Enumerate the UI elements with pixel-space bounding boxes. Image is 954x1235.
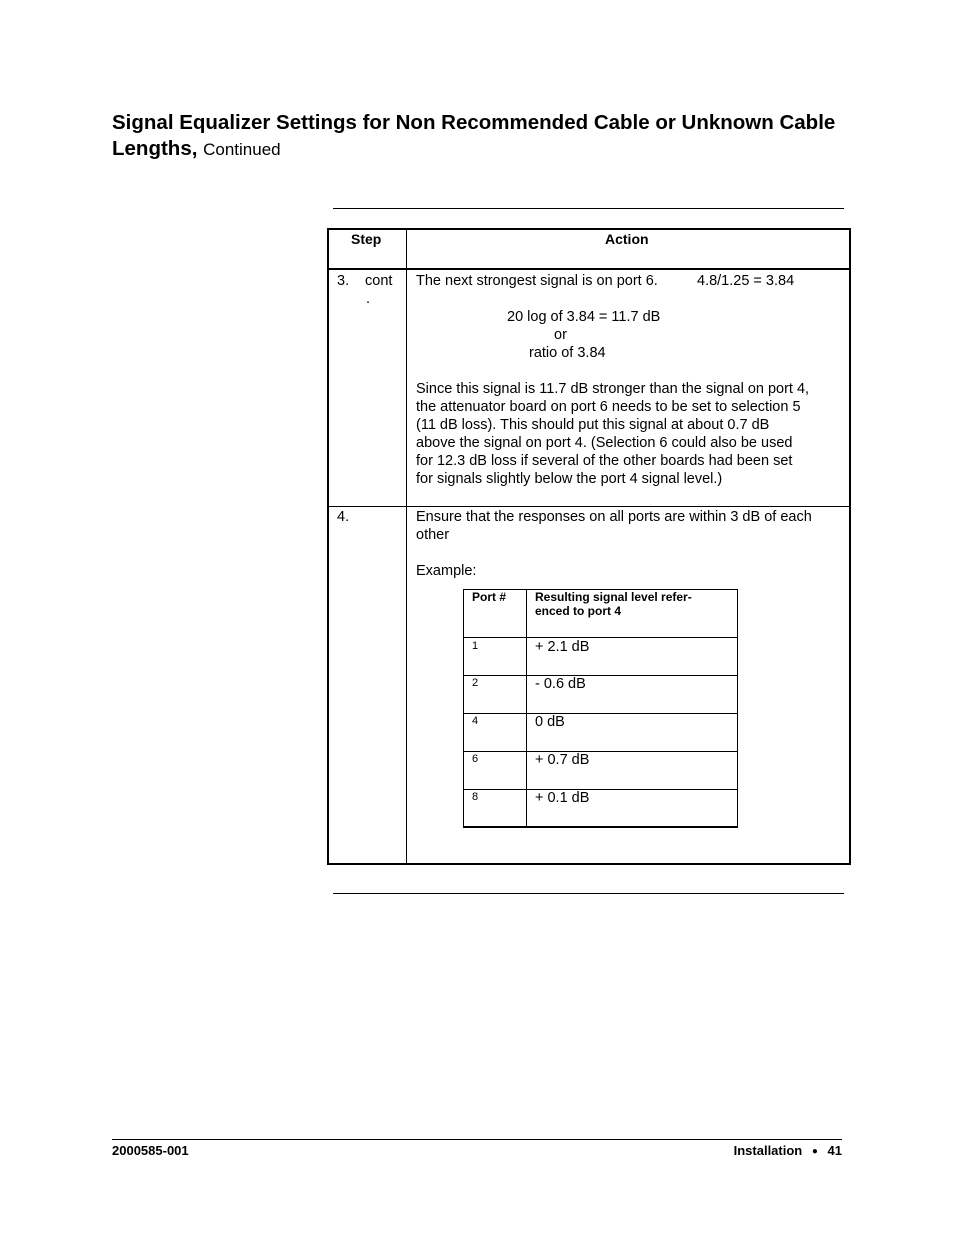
example-row-divider	[464, 675, 737, 676]
signal-level: 0 dB	[535, 714, 565, 730]
signal-level: + 0.7 dB	[535, 752, 590, 768]
page-number: 41	[827, 1143, 842, 1158]
example-table	[463, 589, 738, 828]
signal-level: - 0.6 dB	[535, 676, 586, 692]
paragraph-line: (11 dB loss). This should put this signal at about 0.7 dB	[416, 417, 770, 433]
paragraph-line: Since this signal is 11.7 dB stronger than the signal on port 4,	[416, 381, 810, 397]
top-rule	[333, 208, 844, 209]
step-cont: cont	[365, 273, 393, 289]
action-text: The next strongest signal is on port 6.	[416, 273, 658, 289]
calc-ratio: ratio of 3.84	[529, 345, 606, 361]
step-header: Step	[351, 231, 382, 247]
step-number: 3.	[337, 273, 350, 289]
row-divider	[329, 506, 849, 507]
example-row-divider	[464, 789, 737, 790]
header-divider	[329, 268, 849, 270]
section-name: Installation	[733, 1143, 803, 1158]
step-number: 4.	[337, 509, 350, 525]
page-footer-right	[734, 1143, 842, 1158]
signal-level: + 2.1 dB	[535, 639, 590, 655]
example-label: Example:	[416, 563, 477, 579]
calc-or: or	[554, 327, 567, 343]
page-title	[112, 110, 852, 163]
example-row-divider	[464, 713, 737, 714]
action-text: Ensure that the responses on all ports are within 3 dB of each	[416, 509, 812, 525]
bottom-rule	[333, 893, 844, 894]
signal-level: + 0.1 dB	[535, 790, 590, 806]
calc-line: 20 log of 3.84 = 11.7 dB	[507, 309, 661, 325]
example-column-divider	[526, 590, 527, 826]
doc-number: 2000585-001	[112, 1143, 189, 1158]
level-header-line: Resulting signal level refer-	[535, 590, 692, 604]
step-cont-dot: .	[366, 291, 371, 307]
paragraph-line: the attenuator board on port 6 needs to be set to selection 5	[416, 399, 801, 415]
procedure-table	[327, 228, 851, 865]
action-text: other	[416, 527, 450, 543]
port-number: 1	[472, 640, 479, 652]
level-header	[535, 590, 735, 618]
title-continued: Continued	[203, 140, 281, 159]
level-header-line: enced to port 4	[535, 604, 622, 618]
port-number: 8	[472, 791, 479, 803]
title-text: Signal Equalizer Settings for Non Recommended Cable or Unknown Cable Lengths,	[112, 111, 836, 160]
action-header: Action	[605, 231, 649, 247]
port-number: 6	[472, 753, 479, 765]
footer-rule	[112, 1139, 842, 1140]
paragraph-line: above the signal on port 4. (Selection 6 could also be used	[416, 435, 793, 451]
example-row-divider	[464, 637, 737, 638]
port-number: 2	[472, 677, 479, 689]
bullet-icon: ●	[811, 1146, 818, 1157]
column-divider	[406, 230, 407, 863]
port-header: Port #	[472, 590, 507, 604]
port-number: 4	[472, 715, 479, 727]
paragraph-line: for signals slightly below the port 4 signal level.)	[416, 471, 723, 487]
example-row-divider	[464, 751, 737, 752]
paragraph-line: for 12.3 dB loss if several of the other boards had been set	[416, 453, 793, 469]
action-calc: 4.8/1.25 = 3.84	[697, 273, 795, 289]
